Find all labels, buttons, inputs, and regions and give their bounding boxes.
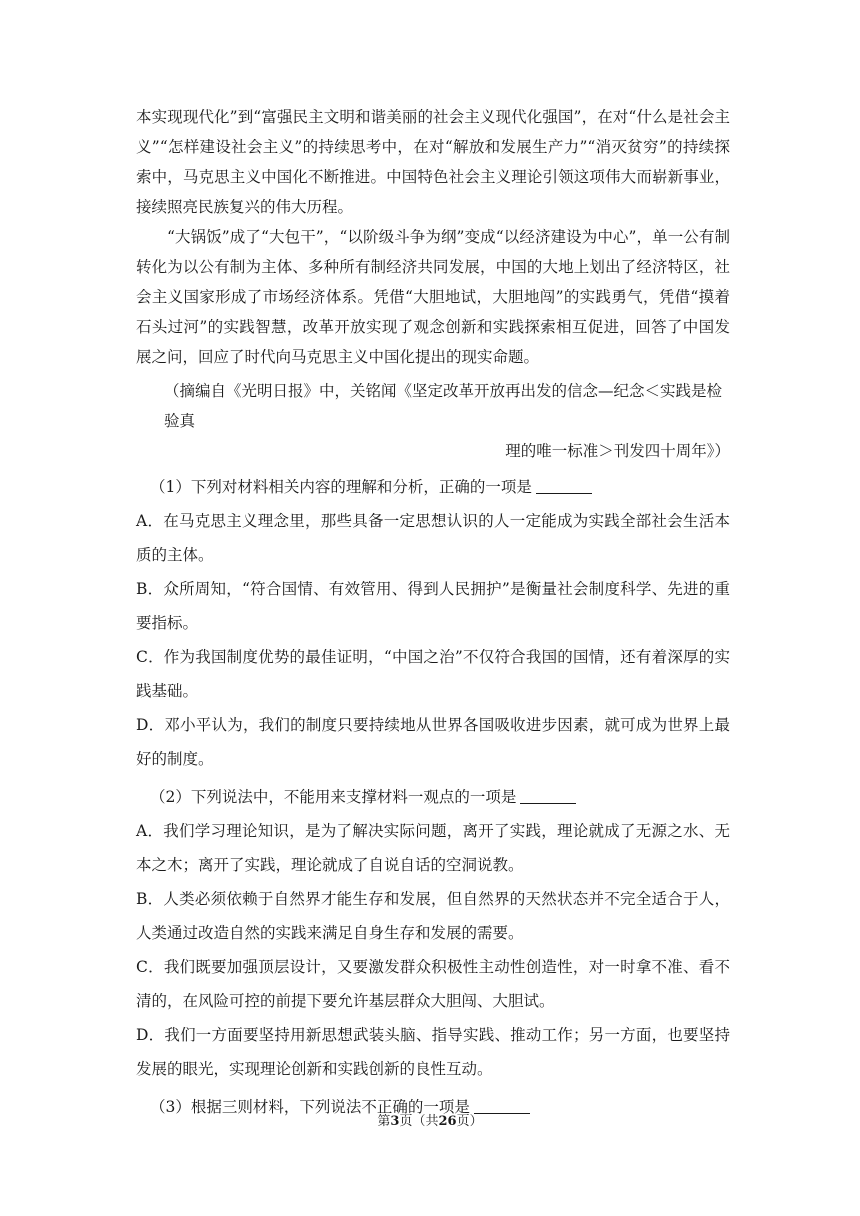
material-paragraph-2: “大锅饭”成了“大包干”，“以阶级斗争为纲”变成“以经济建设为中心”，单一公有制转化为以公有制为主体、多种所有制经济共同发展，中国的大地上划出了经济特区，社会主义国家形成了市场经济体系。凭借“大胆地试，大胆地闯”的实践勇气，凭借“摸着石头过河”的实践智慧，改革开放实现了观念创新和实践探索相互促进，回答了中国发展之问，回应了时代向马克思主义中国化提出的现实命题。 xyxy=(136,228,730,366)
footer-mid: 页（共 xyxy=(399,1114,439,1129)
question-1-option-b: B．众所周知，“符合国情、有效管用、得到人民拥护”是衡量社会制度科学、先进的重要指标。 xyxy=(136,580,730,632)
question-2-text: （2）下列说法中，不能用来支撑材料一观点的一项是 xyxy=(150,788,517,806)
answer-blank-2 xyxy=(520,787,576,804)
footer-page-number: 3 xyxy=(390,1114,400,1129)
material-paragraph-1: 本实现现代化”到“富强民主文明和谐美丽的社会主义现代化强国”，在对“什么是社会主义”“怎样建设社会主义”的持续思考中，在对“解放和发展生产力”“消灭贫穷”的持续探索中，马克思主义中国化不断推进。中国特色社会主义理论引领这项伟大而崭新事业，接续照亮民族复兴的伟大历程。 xyxy=(136,108,730,216)
question-1-option-c: C．作为我国制度优势的最佳证明，“中国之治”不仅符合我国的国情，还有着深厚的实践基础。 xyxy=(136,648,730,700)
question-1-text: （1）下列对材料相关内容的理解和分析，正确的一项是 xyxy=(150,478,532,496)
question-1-stem xyxy=(136,470,730,504)
page-content xyxy=(136,102,730,1124)
footer-total-pages: 26 xyxy=(438,1114,457,1129)
footer-prefix: 第 xyxy=(377,1114,391,1129)
question-1-option-a: A．在马克思主义理念里，那些具备一定思想认识的人一定能成为实践全部社会生活本质的主体。 xyxy=(136,512,730,564)
question-2-option-b: B．人类必须依赖于自然界才能生存和发展，但自然界的天然状态并不完全适合于人，人类通过改造自然的实践来满足自身生存和发展的需要。 xyxy=(136,890,730,942)
question-3-text: （3）根据三则材料，下列说法不正确的一项是 xyxy=(150,1098,470,1116)
material-source xyxy=(136,376,730,466)
question-1-option-d: D．邓小平认为，我们的制度只要持续地从世界各国吸收进步因素，就可成为世界上最好的制度。 xyxy=(136,716,730,768)
footer-suffix: 页） xyxy=(456,1114,483,1129)
page-footer xyxy=(0,1110,860,1129)
source-line-2: 理的唯一标准＞刊发四十周年》） xyxy=(505,442,730,460)
answer-blank-1 xyxy=(536,477,592,494)
question-2-option-c: C．我们既要加强顶层设计，又要激发群众积极性主动性创造性，对一时拿不准、看不清的，在风险可控的前提下要允许基层群众大胆闯、大胆试。 xyxy=(136,958,730,1010)
question-2-option-d: D．我们一方面要坚持用新思想武装头脑、指导实践、推动工作；另一方面，也要坚持发展的眼光，实现理论创新和实践创新的良性互动。 xyxy=(136,1026,730,1078)
source-line-1: （摘编自《光明日报》中，关铭闻《坚定改革开放再出发的信念—纪念＜实践是检验真 xyxy=(164,382,723,430)
question-2-option-a: A．我们学习理论知识，是为了解决实际问题，离开了实践，理论就成了无源之水、无本之木；离开了实践，理论就成了自说自话的空洞说教。 xyxy=(136,822,730,874)
question-2-stem xyxy=(136,780,730,814)
